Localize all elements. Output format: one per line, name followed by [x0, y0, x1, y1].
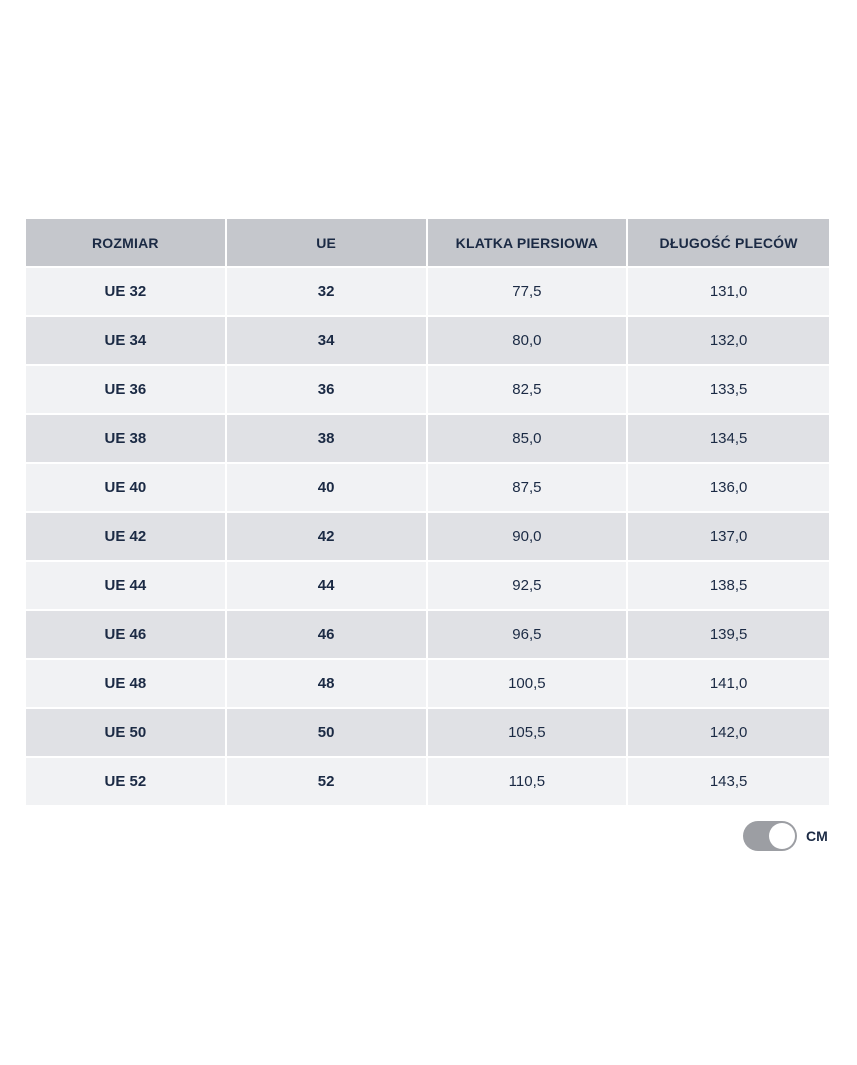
cell-back-length: 138,5 [628, 562, 829, 611]
header-ue: UE [227, 219, 428, 268]
cell-chest: 110,5 [428, 758, 629, 805]
cell-size: UE 50 [26, 709, 227, 758]
cell-back-length: 131,0 [628, 268, 829, 317]
cell-back-length: 132,0 [628, 317, 829, 366]
table-row [26, 758, 829, 805]
table-row [26, 513, 829, 562]
cell-back-length: 141,0 [628, 660, 829, 709]
table-row [26, 611, 829, 660]
cell-chest: 96,5 [428, 611, 629, 660]
cell-chest: 82,5 [428, 366, 629, 415]
cell-back-length: 142,0 [628, 709, 829, 758]
cell-back-length: 133,5 [628, 366, 829, 415]
header-rozmiar: ROZMIAR [26, 219, 227, 268]
cell-eu: 40 [227, 464, 428, 513]
cell-back-length: 137,0 [628, 513, 829, 562]
header-dlugosc-plecow: DŁUGOŚĆ PLECÓW [628, 219, 829, 268]
table-row [26, 268, 829, 317]
table-row [26, 317, 829, 366]
unit-toggle-group [743, 821, 828, 851]
cell-size: UE 36 [26, 366, 227, 415]
cell-eu: 52 [227, 758, 428, 805]
cell-eu: 38 [227, 415, 428, 464]
cell-chest: 105,5 [428, 709, 629, 758]
table-row [26, 709, 829, 758]
cell-size: UE 38 [26, 415, 227, 464]
cell-chest: 92,5 [428, 562, 629, 611]
cell-eu: 34 [227, 317, 428, 366]
table-row [26, 464, 829, 513]
cell-eu: 48 [227, 660, 428, 709]
cell-eu: 32 [227, 268, 428, 317]
table-header-row [26, 219, 829, 268]
cell-size: UE 34 [26, 317, 227, 366]
cell-chest: 100,5 [428, 660, 629, 709]
size-chart-table [26, 219, 829, 805]
cell-size: UE 52 [26, 758, 227, 805]
header-klatka-piersiowa: KLATKA PIERSIOWA [428, 219, 629, 268]
cell-size: UE 48 [26, 660, 227, 709]
cell-size: UE 44 [26, 562, 227, 611]
cell-eu: 46 [227, 611, 428, 660]
cell-back-length: 134,5 [628, 415, 829, 464]
unit-toggle-switch[interactable] [743, 821, 797, 851]
cell-chest: 77,5 [428, 268, 629, 317]
cell-size: UE 40 [26, 464, 227, 513]
table-row [26, 562, 829, 611]
cell-back-length: 143,5 [628, 758, 829, 805]
cell-chest: 87,5 [428, 464, 629, 513]
table-row [26, 366, 829, 415]
cell-chest: 90,0 [428, 513, 629, 562]
cell-chest: 80,0 [428, 317, 629, 366]
cell-eu: 50 [227, 709, 428, 758]
cell-size: UE 32 [26, 268, 227, 317]
table-row [26, 660, 829, 709]
cell-chest: 85,0 [428, 415, 629, 464]
cell-back-length: 136,0 [628, 464, 829, 513]
cell-size: UE 42 [26, 513, 227, 562]
cell-back-length: 139,5 [628, 611, 829, 660]
unit-label: CM [806, 828, 828, 844]
toggle-knob [769, 823, 795, 849]
cell-size: UE 46 [26, 611, 227, 660]
cell-eu: 36 [227, 366, 428, 415]
table-row [26, 415, 829, 464]
cell-eu: 44 [227, 562, 428, 611]
cell-eu: 42 [227, 513, 428, 562]
